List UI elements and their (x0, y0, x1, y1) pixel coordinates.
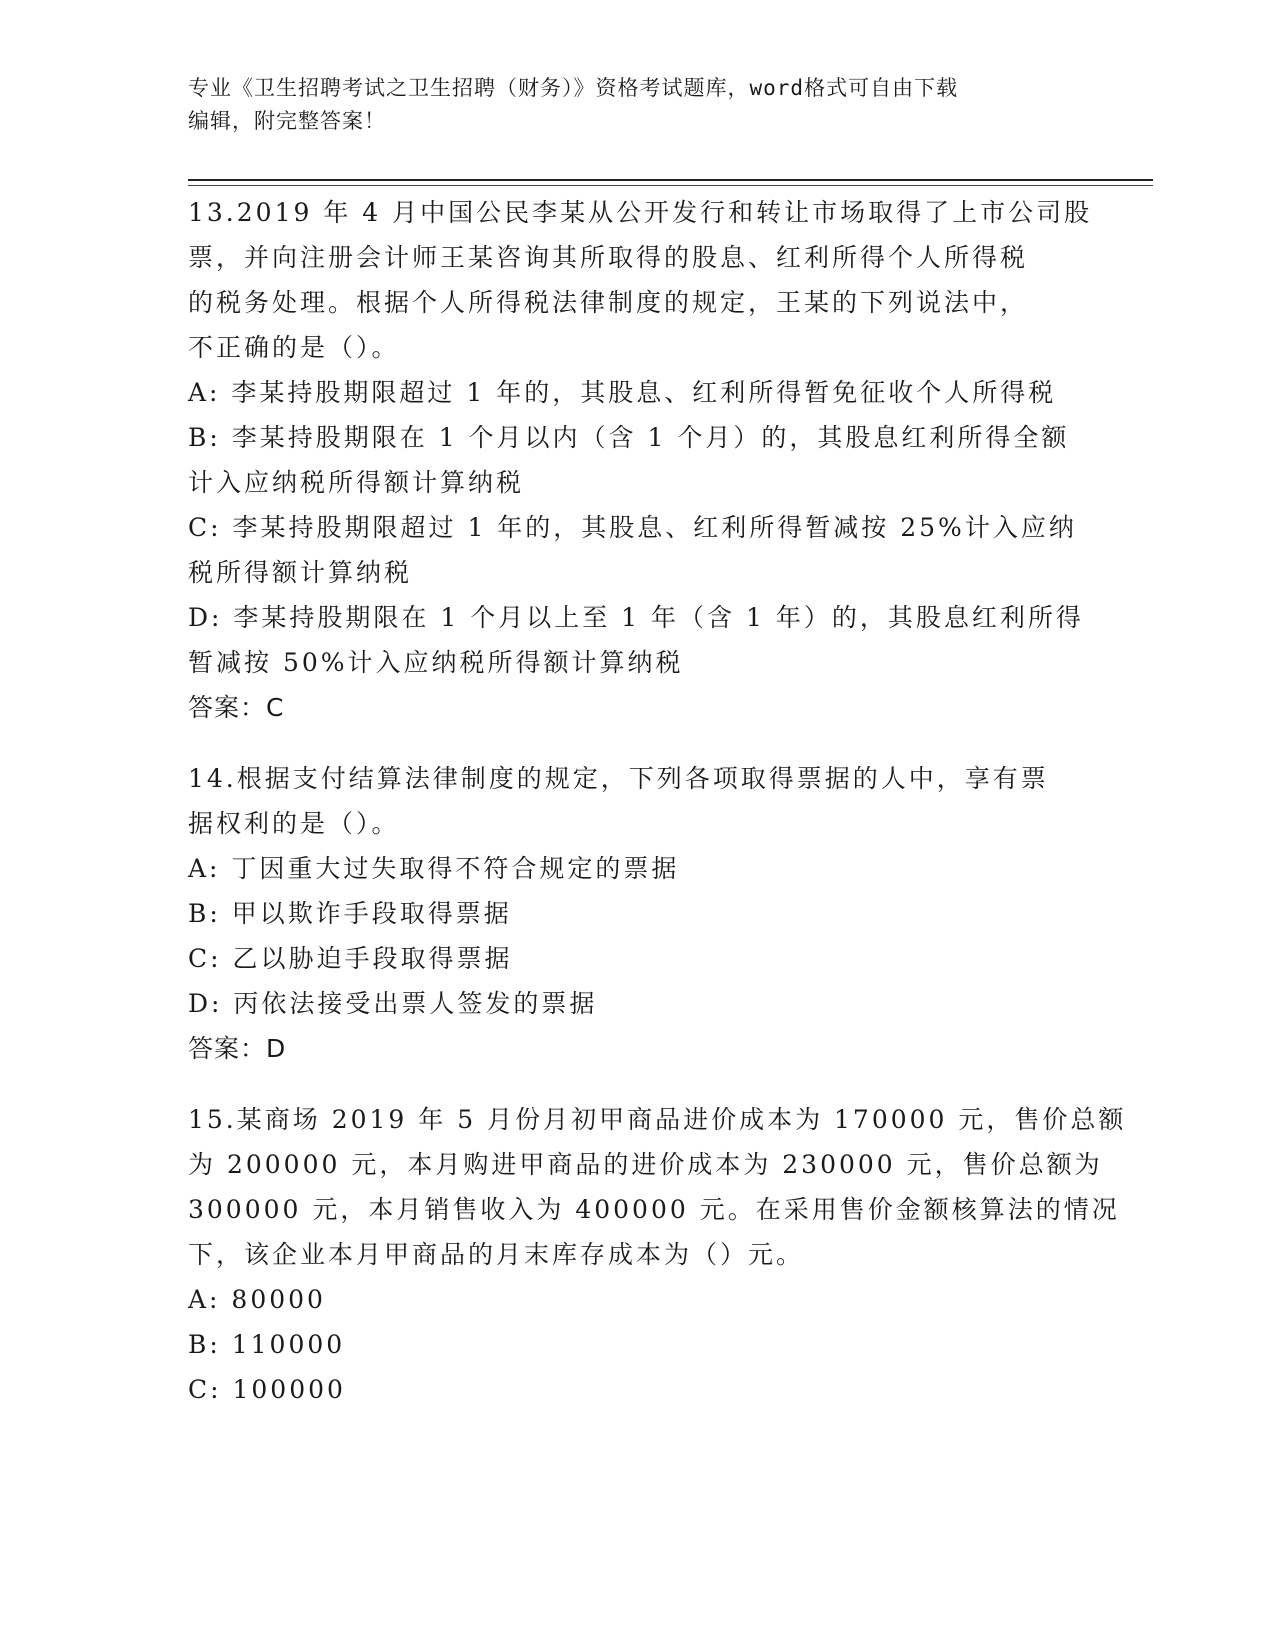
option-line: A: 李某持股期限超过 1 年的，其股息、红利所得暂免征收个人所得税 (188, 378, 1057, 407)
option-b (188, 1322, 1088, 1367)
question-stem-line: 15.某商场 2019 年 5 月份月初甲商品进价成本为 170000 元，售价总额 (188, 1105, 1127, 1134)
question-stem-line: 不正确的是（）。 (188, 333, 400, 362)
option-line: 计入应纳税所得额计算纳税 (188, 468, 525, 497)
option-line: A: 丁因重大过失取得不符合规定的票据 (188, 854, 680, 883)
header-divider-secondary (188, 185, 1153, 186)
option-line: D: 李某持股期限在 1 个月以上至 1 年（含 1 年）的，其股息红利所得 (188, 603, 1084, 632)
option-a (188, 1277, 1088, 1322)
option-b (188, 415, 1088, 505)
answer-label: 答案：D (188, 1034, 287, 1063)
option-line: 税所得额计算纳税 (188, 558, 413, 587)
option-c (188, 1367, 1088, 1412)
option-line: B: 甲以欺诈手段取得票据 (188, 899, 512, 928)
option-line: 暂减按 50%计入应纳税所得额计算纳税 (188, 648, 684, 677)
question-stem-line: 13.2019 年 4 月中国公民李某从公开发行和转让市场取得了上市公司股 (188, 198, 1093, 227)
question-13 (188, 190, 1093, 730)
question-stem-line: 为 200000 元，本月购进甲商品的进价成本为 230000 元，售价总额为 (188, 1150, 1103, 1179)
option-line: A: 80000 (188, 1285, 326, 1314)
option-line: C: 乙以胁迫手段取得票据 (188, 944, 513, 973)
option-line: D: 丙依法接受出票人签发的票据 (188, 989, 598, 1018)
header-line: 专业《卫生招聘考试之卫生招聘（财务）》资格考试题库，word格式可自由下载 (188, 76, 959, 100)
question-stem-line: 300000 元，本月销售收入为 400000 元。在采用售价金额核算法的情况 (188, 1195, 1120, 1224)
question-stem-line: 票，并向注册会计师王某咨询其所取得的股息、红利所得个人所得税 (188, 243, 1029, 272)
question-15 (188, 1097, 1127, 1412)
answer-label: 答案：C (188, 693, 285, 722)
header-divider (188, 179, 1153, 181)
option-line: B: 李某持股期限在 1 个月以内（含 1 个月）的，其股息红利所得全额 (188, 423, 1070, 452)
page-header (188, 72, 1088, 138)
option-line: C: 李某持股期限超过 1 年的，其股息、红利所得暂减按 25%计入应纳 (188, 513, 1077, 542)
question-14 (188, 756, 1088, 1071)
question-stem-line: 下，该企业本月甲商品的月末库存成本为（）元。 (188, 1240, 805, 1269)
option-a (188, 370, 1088, 415)
option-d (188, 595, 1088, 685)
question-list (188, 190, 1127, 1438)
option-d (188, 981, 1088, 1026)
question-stem-line: 据权利的是（）。 (188, 809, 400, 838)
option-c (188, 936, 1088, 981)
question-stem-line: 的税务处理。根据个人所得税法律制度的规定，王某的下列说法中， (188, 288, 1029, 317)
option-b (188, 891, 1088, 936)
option-line: B: 110000 (188, 1330, 346, 1359)
header-line: 编辑，附完整答案！ (188, 109, 386, 133)
option-c (188, 505, 1088, 595)
option-line: C: 100000 (188, 1375, 346, 1404)
option-a (188, 846, 1088, 891)
question-stem-line: 14.根据支付结算法律制度的规定，下列各项取得票据的人中，享有票 (188, 764, 1049, 793)
